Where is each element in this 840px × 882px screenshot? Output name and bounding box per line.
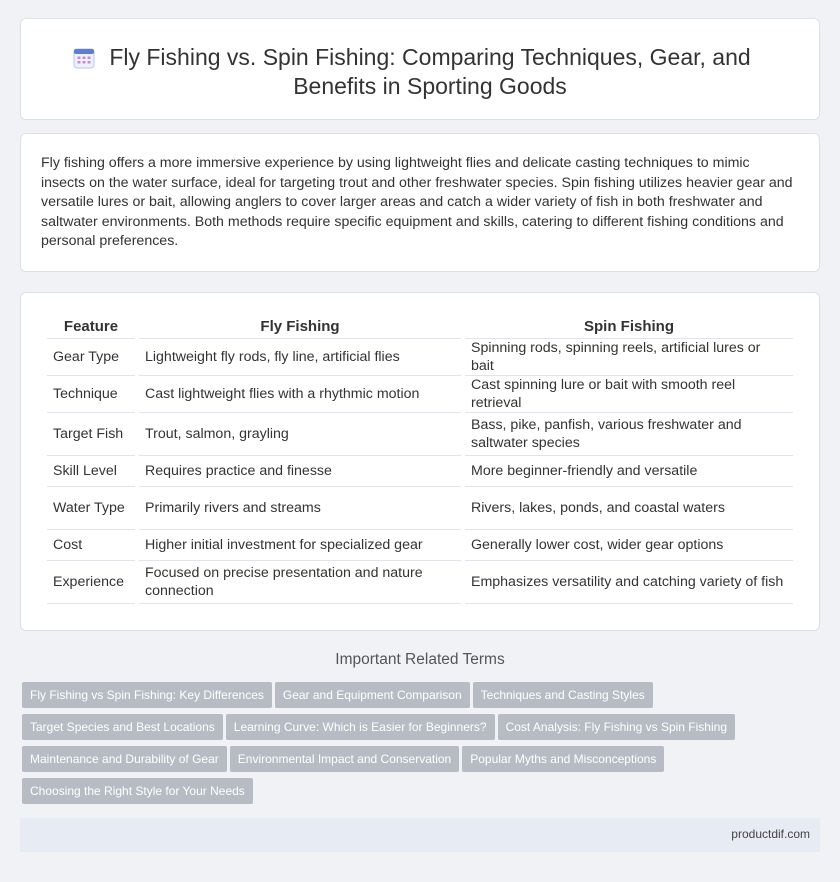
spin-fishing-cell: Rivers, lakes, ponds, and coastal waters	[465, 487, 793, 530]
fly-fishing-cell: Cast lightweight flies with a rhythmic motion	[139, 376, 461, 413]
fly-fishing-cell: Higher initial investment for specialized gear	[139, 530, 461, 561]
spin-fishing-cell: Spinning rods, spinning reels, artificial lures or bait	[465, 339, 793, 376]
related-term-tag[interactable]: Maintenance and Durability of Gear	[22, 746, 227, 772]
intro-paragraph: Fly fishing offers a more immersive experience by using lightweight flies and delicate casting techniques to mimic insects on the water surface, ideal for targeting trout and other freshwater species. Spin fishing utilizes heavier gear and versatile lures or bait, allowing anglers to cover larger areas and catch a wider variety of fish in both freshwater and saltwater environments. Both methods require specific equipment and skills, catering to different fishing conditions and personal preferences.	[41, 155, 793, 249]
related-term-tag[interactable]: Techniques and Casting Styles	[473, 682, 653, 708]
header-spin-fishing: Spin Fishing	[465, 313, 793, 339]
spin-fishing-cell: Bass, pike, panfish, various freshwater and saltwater species	[465, 413, 793, 456]
table-row	[47, 561, 793, 604]
spin-fishing-cell: Cast spinning lure or bait with smooth reel retrieval	[465, 376, 793, 413]
fly-fishing-cell: Lightweight fly rods, fly line, artificial flies	[139, 339, 461, 376]
footer-site-link[interactable]: productdif.com	[731, 827, 810, 841]
table-row	[47, 339, 793, 376]
comparison-table	[43, 313, 797, 604]
spin-fishing-cell: Emphasizes versatility and catching variety of fish	[465, 561, 793, 604]
fly-fishing-cell: Requires practice and finesse	[139, 456, 461, 487]
feature-cell: Cost	[47, 530, 135, 561]
header-fly-fishing: Fly Fishing	[139, 313, 461, 339]
fly-fishing-cell: Primarily rivers and streams	[139, 487, 461, 530]
feature-cell: Experience	[47, 561, 135, 604]
fly-fishing-cell: Trout, salmon, grayling	[139, 413, 461, 456]
feature-cell: Technique	[47, 376, 135, 413]
related-term-tag[interactable]: Fly Fishing vs Spin Fishing: Key Differences	[22, 682, 272, 708]
comparison-card	[20, 292, 820, 631]
related-term-tag[interactable]: Gear and Equipment Comparison	[275, 682, 470, 708]
table-row	[47, 456, 793, 487]
related-term-tag[interactable]: Popular Myths and Misconceptions	[462, 746, 664, 772]
related-terms-heading: Important Related Terms	[335, 651, 505, 668]
fly-fishing-cell: Focused on precise presentation and nature connection	[139, 561, 461, 604]
intro-card	[20, 133, 820, 272]
table-row	[47, 487, 793, 530]
page-title: Fly Fishing vs. Spin Fishing: Comparing Techniques, Gear, and Benefits in Sporting Goods	[109, 44, 751, 99]
title-card	[20, 18, 820, 120]
table-row	[47, 376, 793, 413]
related-term-tag[interactable]: Target Species and Best Locations	[22, 714, 223, 740]
feature-cell: Target Fish	[47, 413, 135, 456]
related-term-tag[interactable]: Cost Analysis: Fly Fishing vs Spin Fishing	[498, 714, 735, 740]
header-feature: Feature	[47, 313, 135, 339]
table-row	[47, 413, 793, 456]
feature-cell: Water Type	[47, 487, 135, 530]
related-term-tag[interactable]: Learning Curve: Which is Easier for Beginners?	[226, 714, 495, 740]
table-row	[47, 530, 793, 561]
footer	[20, 818, 820, 852]
spin-fishing-cell: Generally lower cost, wider gear options	[465, 530, 793, 561]
spin-fishing-cell: More beginner-friendly and versatile	[465, 456, 793, 487]
table-header-row	[47, 313, 793, 339]
feature-cell: Gear Type	[47, 339, 135, 376]
related-terms-list	[22, 682, 742, 810]
related-term-tag[interactable]: Choosing the Right Style for Your Needs	[22, 778, 253, 804]
feature-cell: Skill Level	[47, 456, 135, 487]
related-term-tag[interactable]: Environmental Impact and Conservation	[230, 746, 459, 772]
